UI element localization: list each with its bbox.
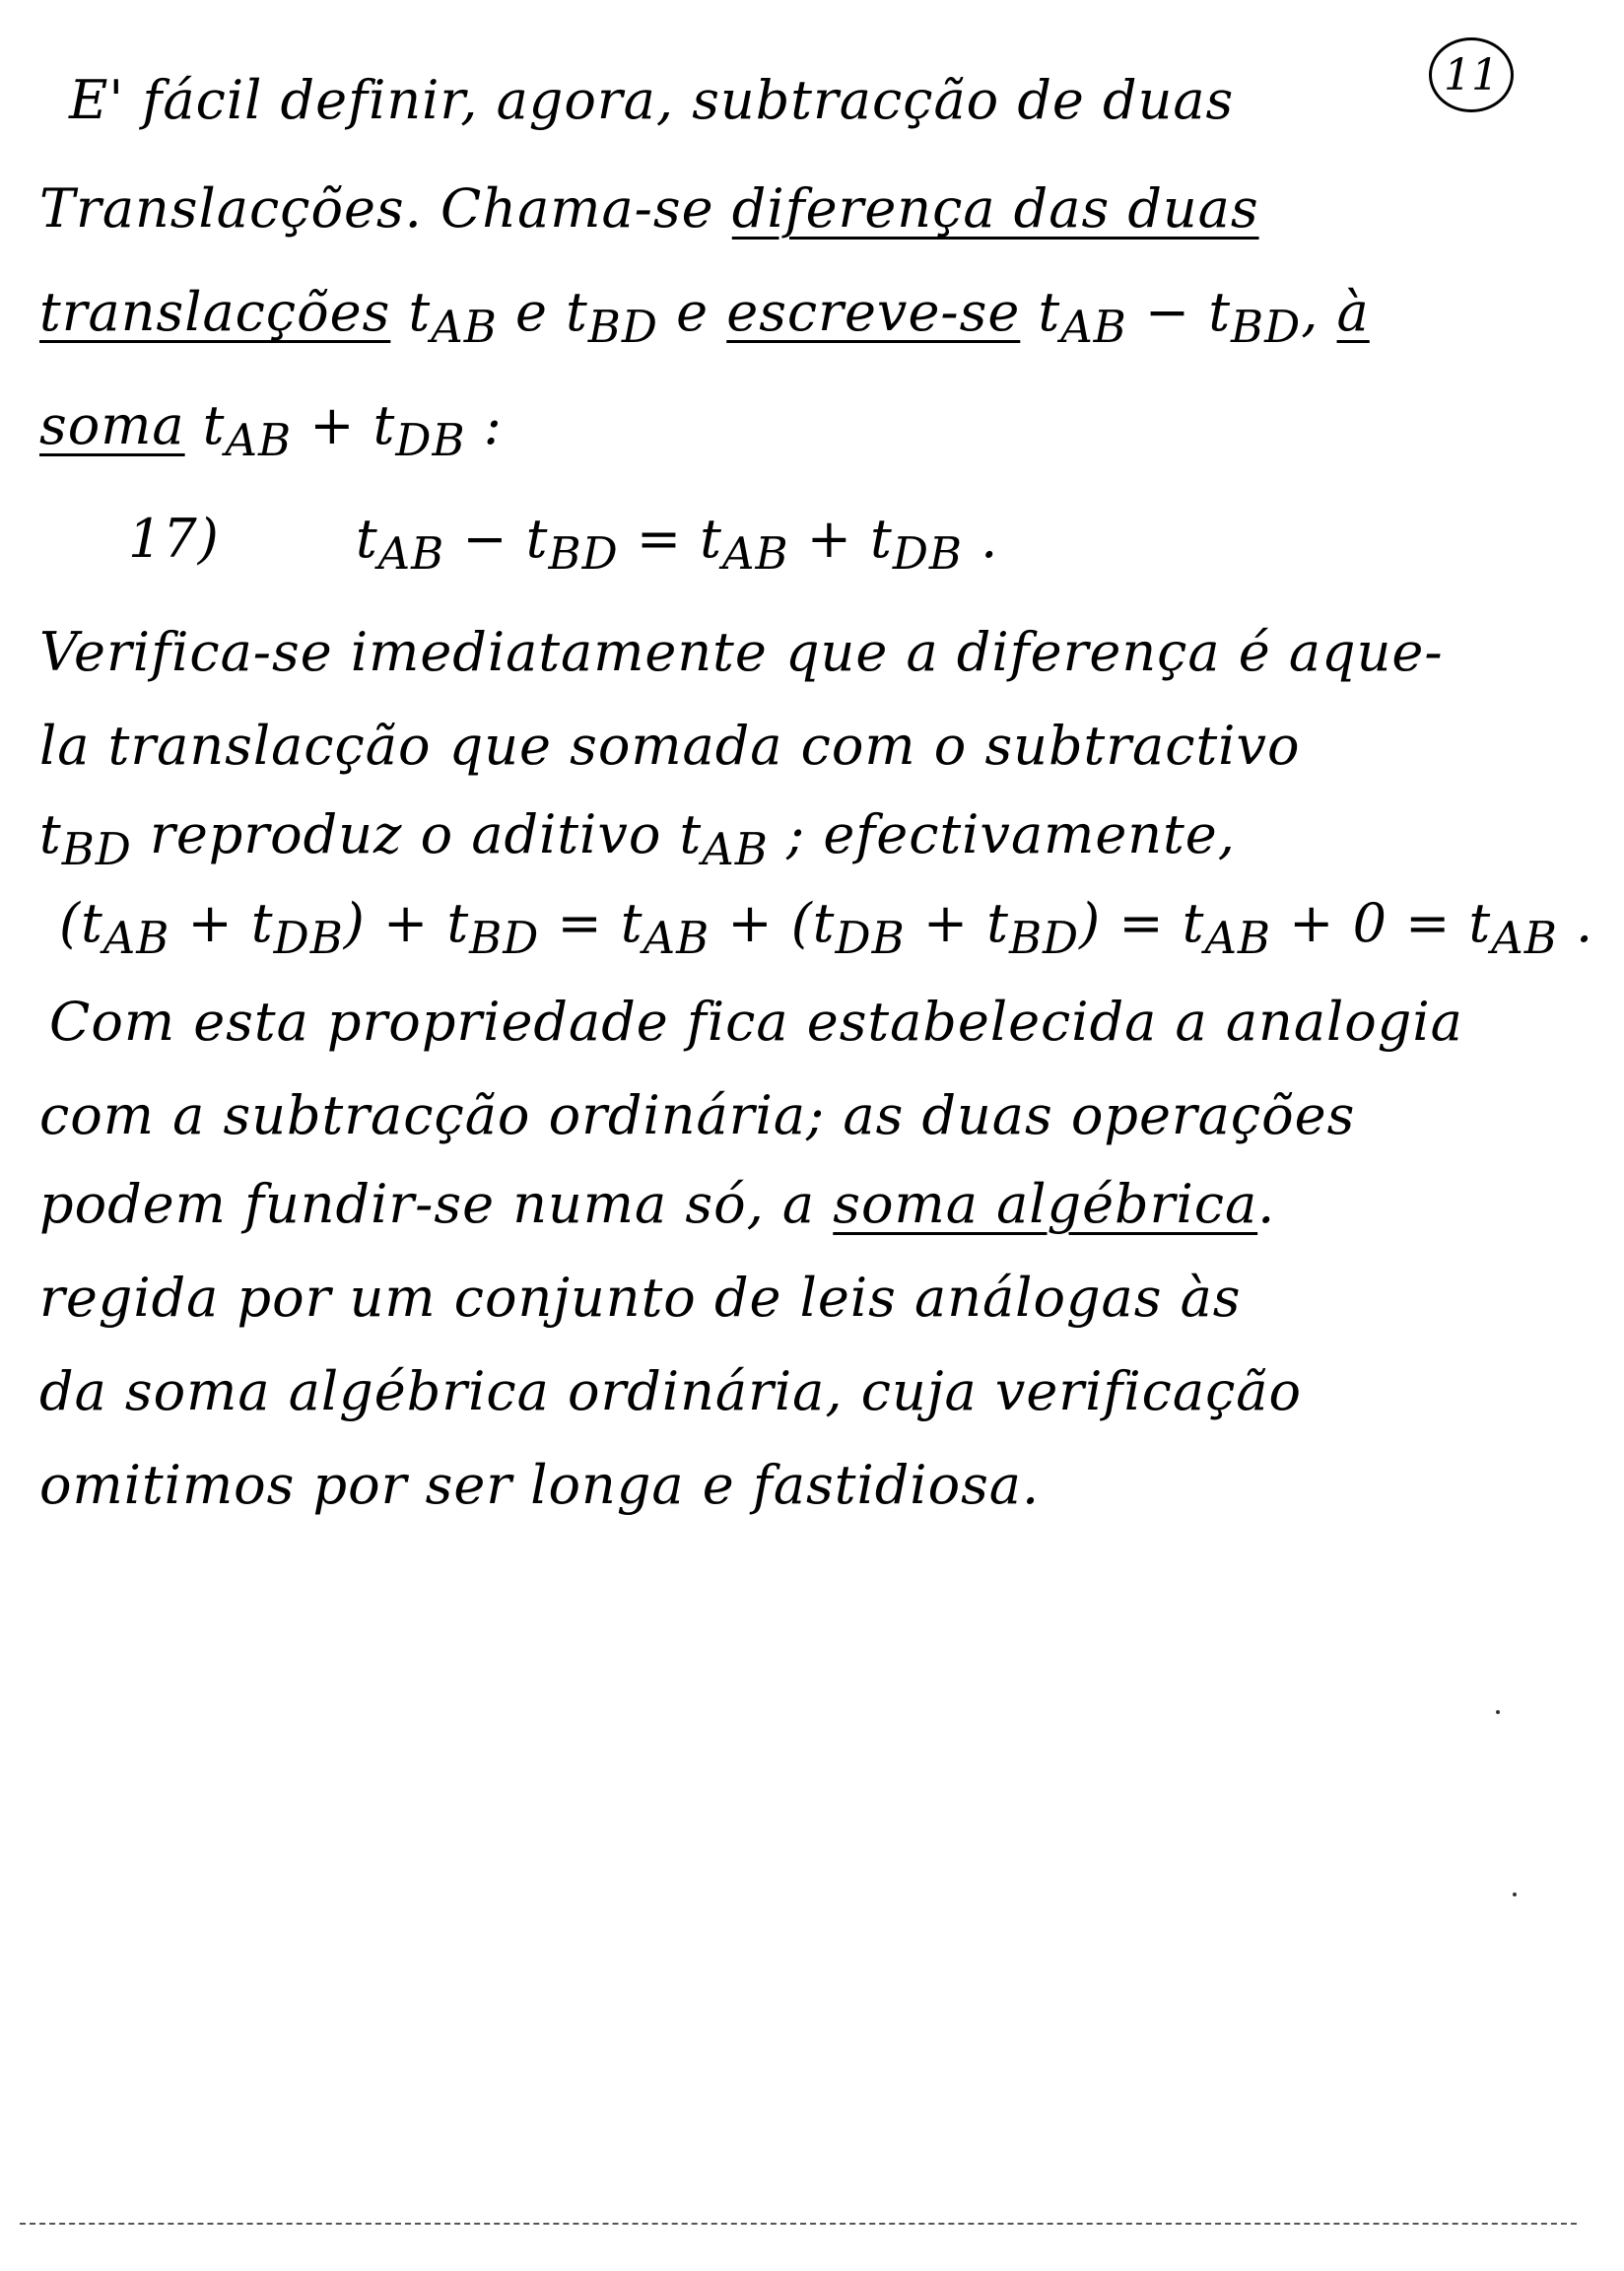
text-line-4: [39, 394, 503, 466]
term-a: à: [1336, 281, 1370, 343]
subscript: DB: [892, 526, 963, 580]
period: .: [1557, 892, 1594, 954]
line-1-text: E' fácil definir, agora, subtracção de duas: [69, 69, 1235, 131]
text-line-8: [39, 803, 1236, 875]
plus-t: + t: [292, 394, 396, 456]
term-soma: soma: [39, 394, 185, 456]
page-number-text: 11: [1444, 49, 1499, 101]
term-soma-algebrica: soma algébrica: [833, 1173, 1258, 1235]
subscript: BD: [61, 822, 132, 875]
line-2-text: Translacções. Chama-se: [39, 177, 732, 240]
term-diferenca: diferença das duas: [731, 177, 1259, 240]
equals-t: = t: [618, 508, 722, 570]
text-line-3: [39, 281, 1370, 353]
subscript: AB: [702, 822, 769, 875]
term-translaccoes: translacções: [39, 281, 391, 343]
period: .: [1257, 1173, 1276, 1235]
text-line-12: [39, 1173, 1276, 1235]
scan-speck: [1513, 1892, 1517, 1896]
subscript: AB: [721, 526, 789, 580]
term-escreve-se: escreve-se: [726, 281, 1021, 343]
subscript: AB: [1204, 911, 1272, 964]
plus-t: + t: [788, 508, 893, 570]
plus-paren-t: + (t: [710, 892, 836, 954]
paren-equals-t: ) = t: [1079, 892, 1205, 954]
line-6-text: Verifica-se imediatamente que a diferença é aque-: [39, 621, 1444, 683]
text-line-11: [39, 1084, 1356, 1146]
t-symbol: e t: [497, 281, 588, 343]
text-line-15: [39, 1454, 1041, 1516]
paren-t: (t: [59, 892, 103, 954]
text-line-13: [39, 1267, 1242, 1329]
equation-17-label: 17): [128, 508, 220, 570]
text-line-1: [69, 69, 1235, 131]
line-13-text: regida por um conjunto de leis análogas às: [39, 1267, 1242, 1329]
text-line-14: [39, 1360, 1303, 1422]
scan-edge-line: [20, 2223, 1577, 2225]
equals-t: = t: [539, 892, 643, 954]
equation-17: [128, 508, 999, 580]
subscript: BD: [469, 911, 540, 964]
colon: :: [465, 394, 503, 456]
subscript: AB: [1060, 300, 1127, 353]
paren-plus-t: ) + t: [343, 892, 470, 954]
line-11-text: com a subtracção ordinária; as duas operações: [39, 1084, 1356, 1146]
plus-t: + t: [169, 892, 274, 954]
subscript: DB: [273, 911, 344, 964]
comma: ,: [1301, 281, 1337, 343]
plus-t: + t: [905, 892, 1009, 954]
subscript: AB: [225, 413, 293, 466]
line-8-text: reproduz o aditivo t: [131, 803, 703, 865]
subscript: DB: [395, 413, 466, 466]
text-line-7: [39, 715, 1301, 777]
t-symbol: t: [184, 394, 226, 456]
subscript: DB: [835, 911, 906, 964]
equation-verification: [59, 892, 1594, 964]
conjunction: e: [657, 281, 727, 343]
line-8-end: ; efectivamente,: [768, 803, 1236, 865]
subscript: BD: [1008, 911, 1080, 964]
subscript: AB: [643, 911, 710, 964]
line-14-text: da soma algébrica ordinária, cuja verificação: [39, 1360, 1303, 1422]
t-symbol: t: [355, 508, 378, 570]
line-12-text: podem fundir-se numa só, a: [39, 1173, 834, 1235]
text-line-10: [49, 991, 1463, 1053]
t-symbol: t: [1020, 281, 1061, 343]
subscript: BD: [548, 526, 619, 580]
period: .: [962, 508, 999, 570]
subscript: AB: [431, 300, 498, 353]
line-7-text: la translacção que somada com o subtractivo: [39, 715, 1301, 777]
text-line-2: [39, 177, 1259, 240]
text-line-6: [39, 621, 1444, 683]
page-number-circled: [1429, 37, 1514, 112]
subscript: AB: [1491, 911, 1558, 964]
line-15-text: omitimos por ser longa e fastidiosa.: [39, 1454, 1041, 1516]
scan-speck: [1496, 1710, 1500, 1714]
subscript: BD: [1231, 300, 1302, 353]
subscript: AB: [102, 911, 170, 964]
minus-t: − t: [1126, 281, 1232, 343]
subscript: BD: [587, 300, 658, 353]
plus-zero-equals-t: + 0 = t: [1271, 892, 1492, 954]
t-symbol: t: [39, 803, 62, 865]
subscript: AB: [377, 526, 445, 580]
t-symbol: t: [390, 281, 432, 343]
line-10-text: Com esta propriedade fica estabelecida a analogia: [49, 991, 1463, 1053]
minus-t: − t: [444, 508, 549, 570]
